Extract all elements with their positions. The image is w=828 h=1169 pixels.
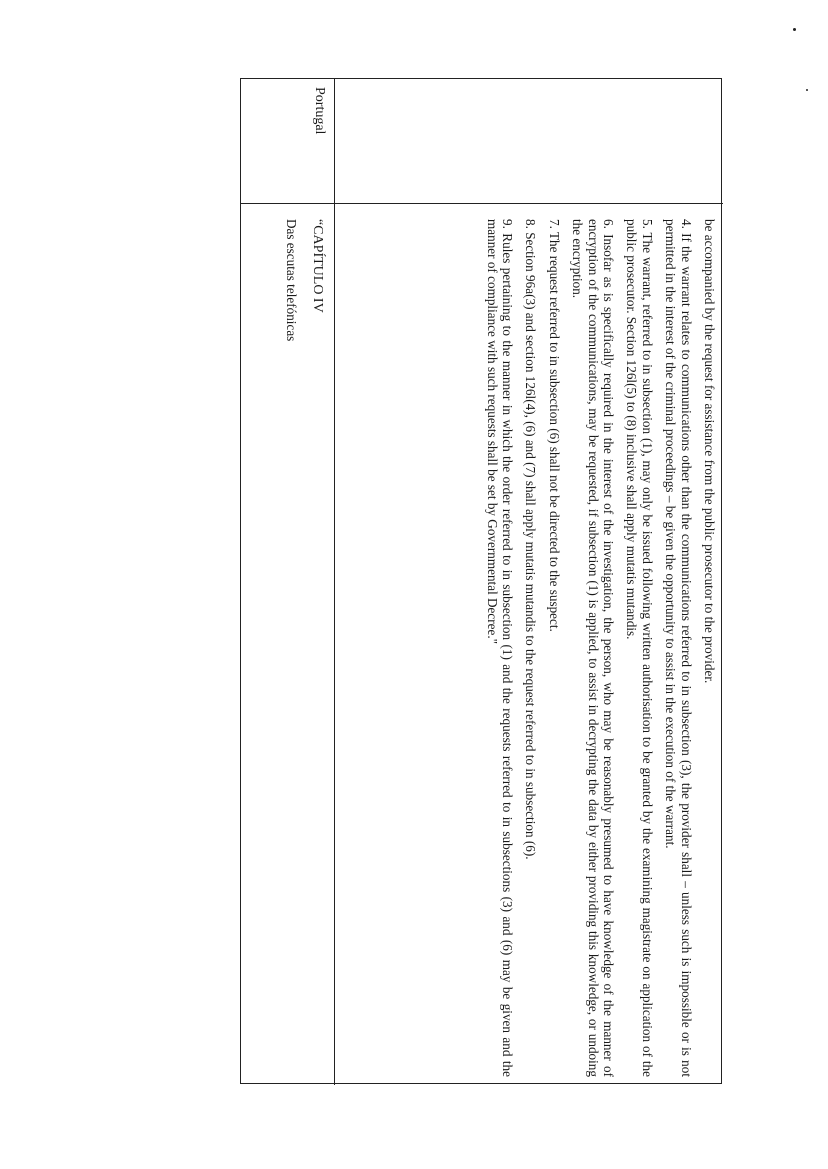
scan-speck bbox=[806, 89, 808, 91]
legislation-table bbox=[240, 78, 722, 1084]
statute-paragraph: 8. Section 96a(3) and section 126l(4), (6) and (7) shall apply mutatis mutandis to the request referred to in subsection (6). bbox=[523, 219, 539, 860]
statute-paragraph: 4. If the warrant relates to communications other than the communications referred to in subsection (3), the provider shall – unless such is impossible or is not permitted in the interest of the criminal proceedings – be given the opportunity to assist in the execution of the warrant. bbox=[663, 219, 694, 1077]
chapter-heading bbox=[283, 219, 325, 719]
statute-text-cell bbox=[476, 219, 717, 1077]
column-divider bbox=[241, 203, 723, 204]
chapter-subtitle: Das escutas telefónicas bbox=[284, 219, 299, 342]
statute-paragraph: 6. Insofar as is specifically required in the interest of the investigation, the person, who may be reasonably presumed to have knowledge of the manner of encryption of the communications, may be requested, if subsection (1) is applied, to assist in decrypting the data by either providing this knowledge, or undoing the encryption. bbox=[570, 219, 616, 1077]
scan-speck bbox=[793, 28, 796, 31]
rotated-table-content bbox=[241, 79, 723, 1085]
chapter-title: “CAPÍTULO IV bbox=[310, 219, 325, 313]
statute-paragraph: be accompanied by the request for assistance from the public prosecutor to the provider. bbox=[702, 219, 717, 684]
country-label: Portugal bbox=[312, 87, 327, 135]
statute-paragraph: 5. The warrant, referred to in subsection (1), may only be issued following written authorisation to be granted by the examining magistrate on application of the public prosecutor. Section 126l(5) to (8) inclusive shall apply mutatis mutandis. bbox=[624, 219, 655, 1077]
statute-paragraph: 7. The request referred to in subsection (6) shall not be directed to the suspect. bbox=[546, 219, 562, 632]
row-divider bbox=[334, 79, 335, 1085]
statute-paragraph: 9. Rules pertaining to the manner in which the order referred to in subsection (1) and the requests referred to in subsections (3) and (6) may be given and the manner of compliance with such requests shall be set by Governmental Decree." bbox=[484, 219, 515, 1077]
